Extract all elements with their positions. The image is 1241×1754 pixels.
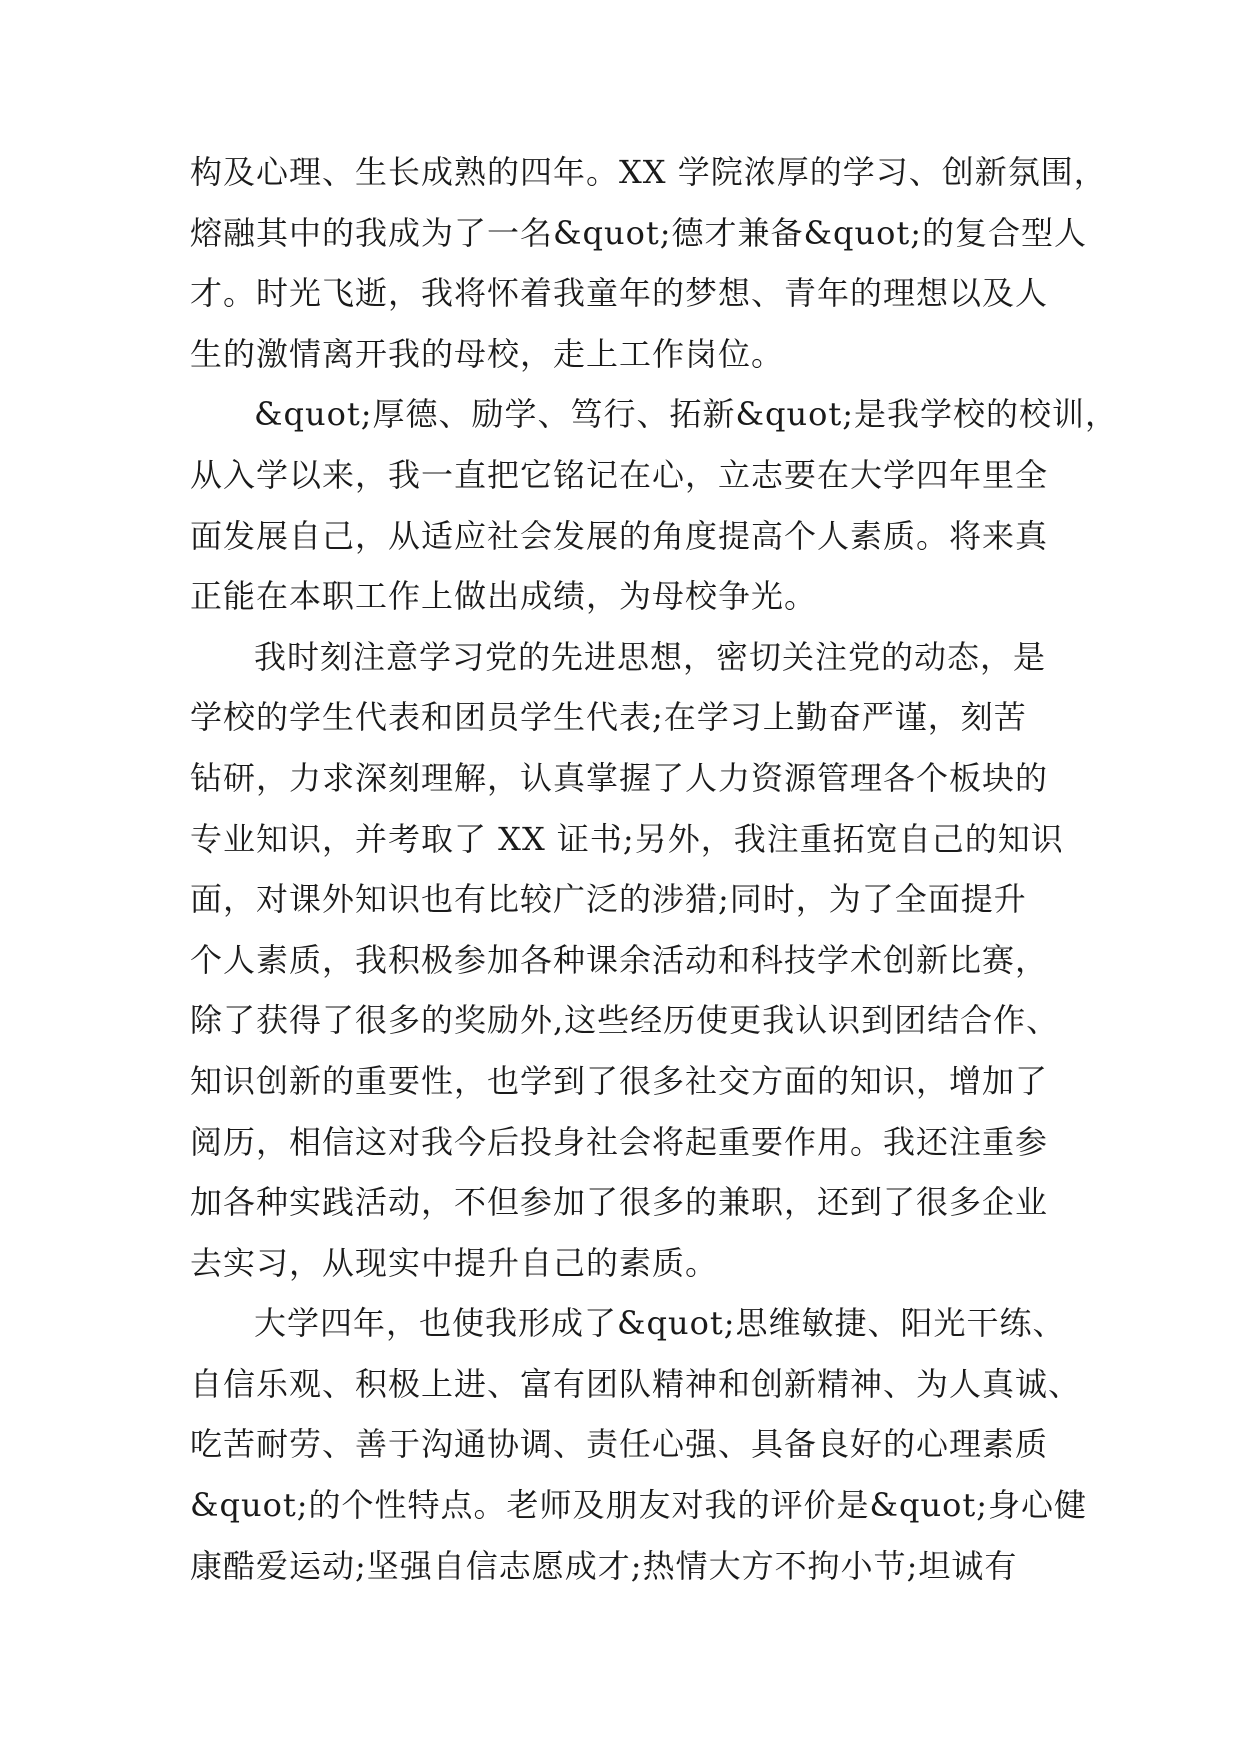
text-line: 知识创新的重要性，也学到了很多社交方面的知识，增加了: [190, 1061, 1049, 1100]
text-line: 构及心理、生长成熟的四年。XX 学院浓厚的学习、创新氛围，: [190, 153, 1107, 191]
text-line: 加各种实践活动，不但参加了很多的兼职，还到了很多企业: [190, 1183, 1049, 1222]
text-line: 康酷爱运动;坚强自信志愿成才;热情大方不拘小节;坦诚有: [190, 1546, 1018, 1585]
text-line: 熔融其中的我成为了一名&quot;德才兼备&quot;的复合型人: [190, 213, 1087, 252]
text-line: 自信乐观、积极上进、富有团队精神和创新精神、为人真诚、: [190, 1364, 1082, 1403]
text-line: 专业知识，并考取了 XX 证书;另外，我注重拓宽自己的知识: [190, 819, 1064, 858]
paragraph-first-line: 我时刻注意学习党的先进思想，密切关注党的动态，是: [254, 637, 1047, 676]
text-line: 面，对课外知识也有比较广泛的涉猎;同时，为了全面提升: [190, 880, 1027, 919]
text-line: 才。时光飞逝，我将怀着我童年的梦想、青年的理想以及人: [190, 274, 1049, 313]
paragraph-first-line: &quot;厚德、励学、笃行、拓新&quot;是我学校的校训，: [254, 395, 1118, 434]
text-line: 学校的学生代表和团员学生代表;在学习上勤奋严谨，刻苦: [190, 698, 1027, 737]
text-line: 从入学以来，我一直把它铭记在心，立志要在大学四年里全: [190, 455, 1049, 494]
text-line: 去实习，从现实中提升自己的素质。: [190, 1243, 719, 1282]
text-line: 阅历，相信这对我今后投身社会将起重要作用。我还注重参: [190, 1122, 1049, 1161]
paragraph-first-line: 大学四年，也使我形成了&quot;思维敏捷、阳光干练、: [254, 1304, 1066, 1343]
text-line: 个人素质，我积极参加各种课余活动和科技学术创新比赛，: [190, 940, 1049, 979]
text-line: 正能在本职工作上做出成绩，为母校争光。: [190, 577, 818, 616]
text-line: 面发展自己，从适应社会发展的角度提高个人素质。将来真: [190, 516, 1049, 555]
text-line: 钻研，力求深刻理解，认真掌握了人力资源管理各个板块的: [190, 758, 1049, 797]
document-body: [190, 152, 1118, 1606]
text-line: 生的激情离开我的母校，走上工作岗位。: [190, 334, 785, 373]
text-line: 吃苦耐劳、善于沟通协调、责任心强、具备良好的心理素质: [190, 1425, 1049, 1464]
text-line: 除了获得了很多的奖励外,这些经历使更我认识到团结合作、: [190, 1001, 1060, 1040]
text-line: &quot;的个性特点。老师及朋友对我的评价是&quot;身心健: [190, 1486, 1087, 1525]
